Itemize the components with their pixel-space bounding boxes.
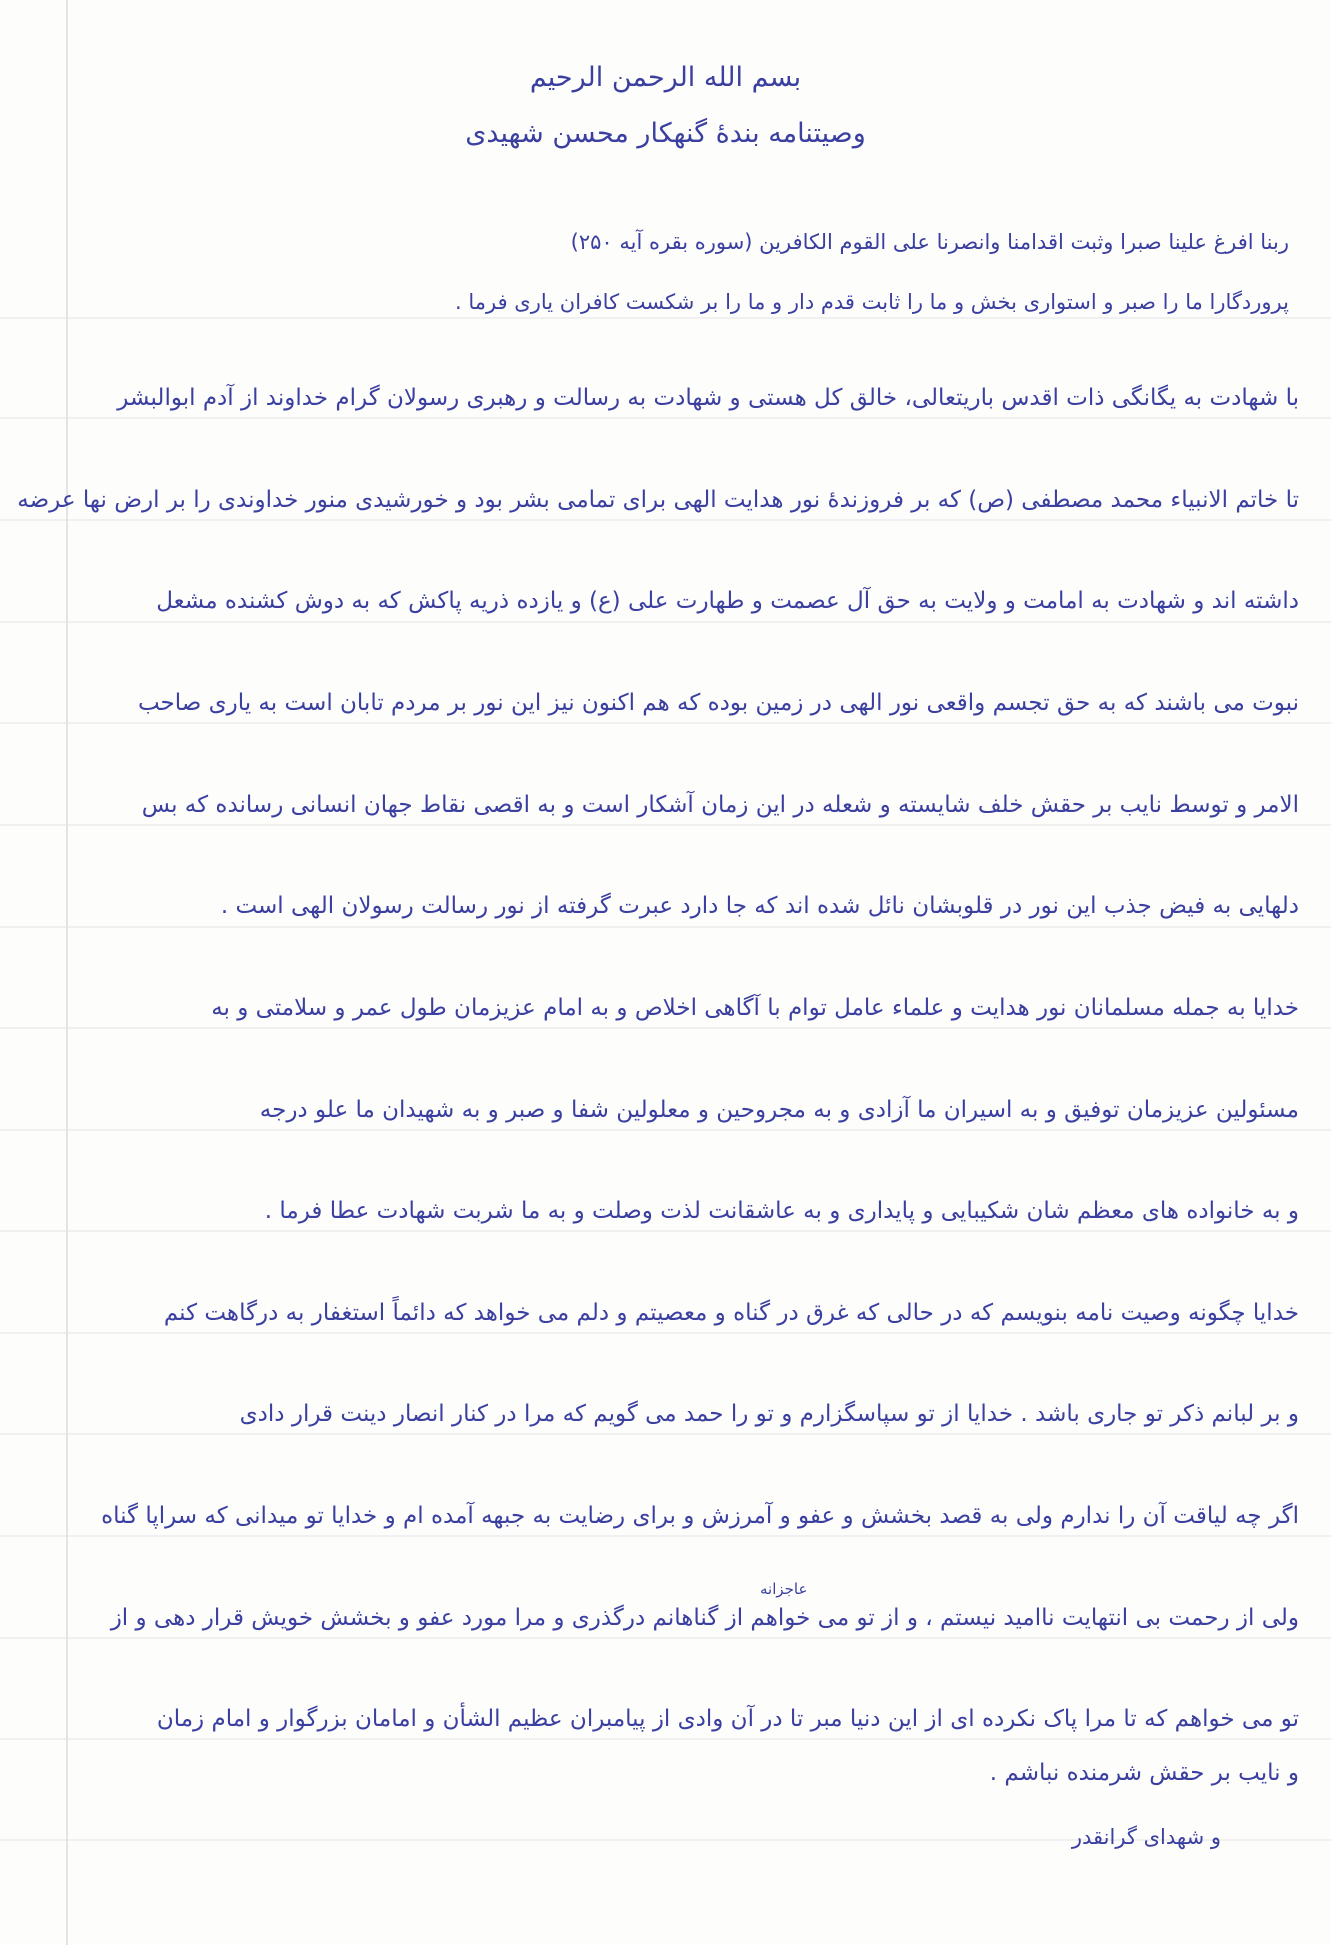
- interline-insertion: عاجزانه: [760, 1580, 808, 1598]
- body-line: اگر چه لیاقت آن را ندارم ولی به قصد بخشش و عفو و آمرزش و برای رضایت به جبهه آمده ام و خدایا تو میدانی که سراپا گناه: [101, 1503, 1299, 1529]
- body-line: و نایب بر حقش شرمنده نباشم .: [989, 1760, 1299, 1786]
- verse-translation-line: پروردگارا ما را صبر و استواری بخش و ما را ثابت قدم دار و ما را بر شکست کافران یاری فرما .: [455, 290, 1289, 314]
- body-line: و به خانواده های معظم شان شکیبایی و پایداری و به عاشقانت لذت وصلت و به ما شربت شهادت عطا فرما .: [264, 1198, 1299, 1224]
- body-line: با شهادت به یگانگی ذات اقدس باریتعالی، خالق کل هستی و شهادت به رسالت و رهبری رسولان گرام خداوند از آدم ابوالبشر: [117, 385, 1299, 411]
- body-line: داشته اند و شهادت به امامت و ولایت به حق آل عصمت و طهارت علی (ع) و یازده ذریه پاکش که به دوش کشنده مشعل: [156, 588, 1299, 614]
- body-line: مسئولین عزیزمان توفیق و به اسیران ما آزادی و به مجروحین و معلولین شفا و صبر و به شهیدان ما علو درجه: [259, 1097, 1299, 1123]
- heading-title: وصیتنامه بندهٔ گنهکار محسن شهیدی: [465, 118, 866, 149]
- heading-basmala: بسم الله الرحمن الرحيم: [529, 62, 802, 93]
- body-line: نبوت می باشند که به حق تجسم واقعی نور الهی در زمین بوده که هم اکنون نیز این نور بر مردم تابان است به یاری صاحب: [137, 690, 1299, 716]
- body-line: الامر و توسط نایب بر حقش خلف شایسته و شعله در این زمان آشکار است و به اقصی نقاط جهان انسانی رسانده که بس: [141, 792, 1299, 818]
- body-line: خدایا چگونه وصیت نامه بنویسم که در حالی که غرق در گناه و معصیتم و دلم می خواهد که دائماً استغفار به درگاهت کنم: [163, 1300, 1299, 1326]
- body-line: و بر لبانم ذکر تو جاری باشد . خدایا از تو سپاسگزارم و تو را حمد می گویم که مرا در کنار انصار دینت قرار دادی: [239, 1401, 1299, 1427]
- verse-line: ربنا افرغ علینا صبرا وثبت اقدامنا وانصرنا علی القوم الکافرین (سوره بقره آیه ۲۵۰): [570, 230, 1289, 254]
- body-line: ولی از رحمت بی انتهایت ناامید نیستم ، و از تو می خواهم از گناهانم درگذری و مرا مورد عفو و بخشش خویش قرار دهی و از: [110, 1605, 1299, 1631]
- body-line: دلهایی به فیض جذب این نور در قلوبشان نائل شده اند که جا دارد عبرت گرفته از نور رسالت رسولان الهی است .: [220, 893, 1299, 919]
- body-line: خدایا به جمله مسلمانان نور هدایت و علماء عامل توام با آگاهی اخلاص و به امام عزیزمان طول عمر و سلامتی و به: [211, 995, 1299, 1021]
- signature-closing: و شهدای گرانقدر: [1071, 1825, 1221, 1849]
- body-line: تو می خواهم که تا مرا پاک نکرده ای از این دنیا مبر تا در آن وادی از پیامبران عظیم الشأن و امامان بزرگوار و امام زمان: [156, 1706, 1299, 1732]
- body-line: تا خاتم الانبیاء محمد مصطفی (ص) که بر فروزندهٔ نور هدایت الهی برای تمامی بشر بود و خورشیدی منور خداوندی را بر ارض نها عرضه: [17, 487, 1299, 513]
